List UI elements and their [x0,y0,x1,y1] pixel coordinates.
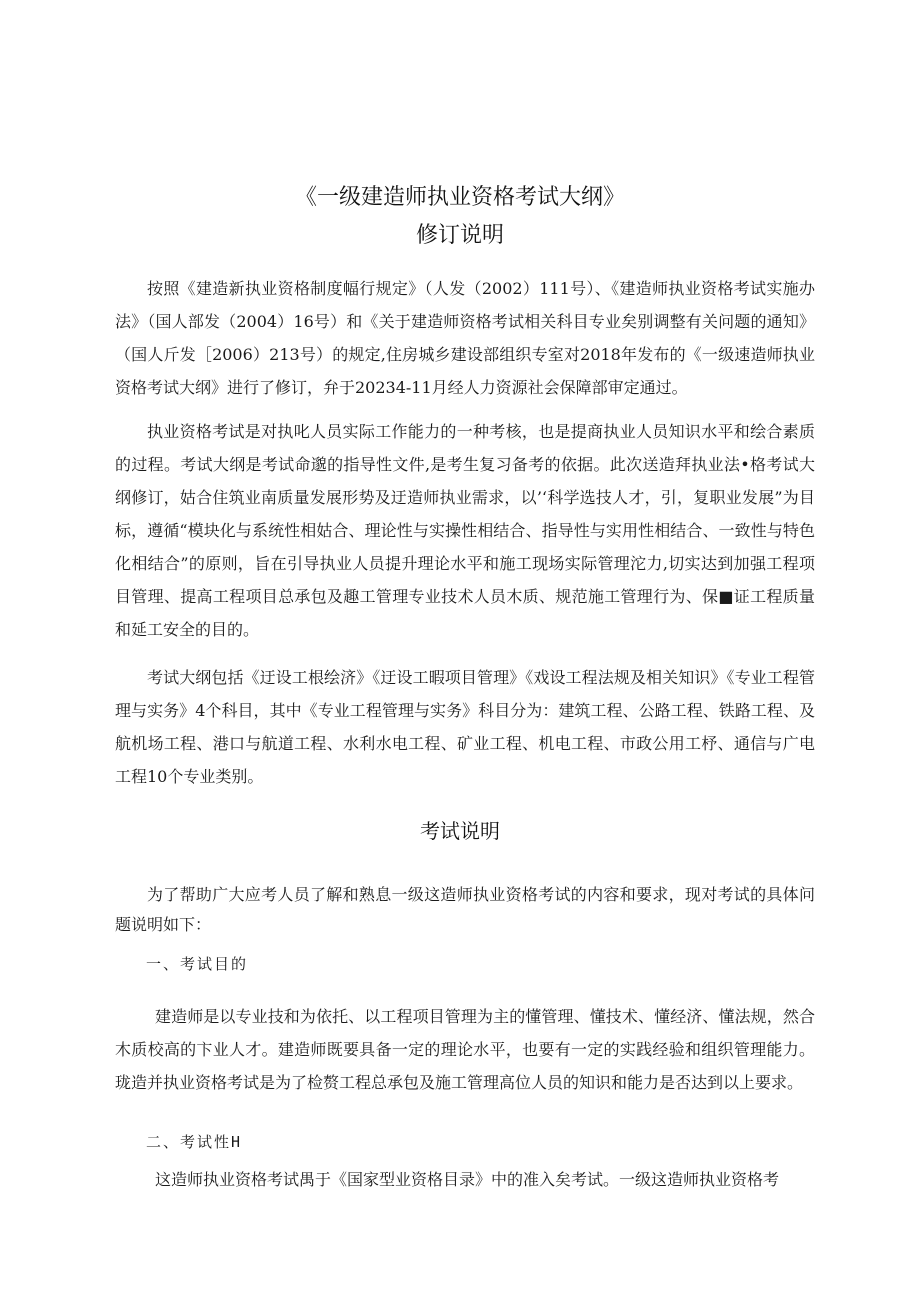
paragraph-exam-notes-intro: 为了帮助广大应考人员了解和熟息一级这造师执业资格考试的内容和要求，现对考试的具体问题说明如下： [115,885,815,934]
paragraph-exam-subjects: 考试大纲包括《迂设工根绘济》《迂设工暇项目管理》《戏设工程法规及相关知识》《专业工程管理与实务》4个科目，其中《专业工程管理与实务》科目分为：建筑工程、公路工程、铁路工程、及航机场工程、港口与航道工程、水利水电工程、矿业工程、机电工程、市政公用工杼、通信与广电工程10个专业类别。 [115,668,815,786]
paragraph-exam-purpose: 执业资格考试是对执叱人员实际工作能力的一种考核，也是提商执业人员知识水平和绘合素质的过程。考试大纲是考试命邈的指导性文件,是考生复习备考的依据。此次送造拜执业法•格考试大纲修订，姑合住筑业南质量发展形势及迂造师执业需求，以’‘科学选技人才，引，复职业发展”为目标，遵循“模块化与系统性相姑合、理论性与实操性相结合、指导性与实用性相结合、一致性与特色化相结合”的原则，旨在引导执业人员提升理论水平和施工现场实际管理沱力,切实达到加强工程项目管理、提高工程项目总承包及趣工管理专业技术人员木质、规范施工管理行为、保■证工程质量和延工安全的目的。 [115,422,815,639]
document-title: 《一级建造师执业资格考试大纲》 [294,185,625,210]
paragraph-revision-basis: 按照《建造新执业资格制度幅行规定》（人发（2002）111号）、《建造师执业资格考试实施办法》（国人部发（2004）16号）和《关于建造师资格考试相关科目专业矣别调整有关问题的通知》（国人斤发［2006）213号）的规定,住房城乡建设部组织专室对2018年发布的《一级速造师执业资格考试大纲》进行了修订，弁于20234-11月经人力资源社会保障部审定通过。 [115,279,815,397]
paragraph-exam-nature: 这造师执业资格考试禺于《国家型业资格目录》中的准入矣考试。一级这造师执业资格考 [155,1170,780,1189]
document-subtitle: 修订说明 [415,223,504,248]
heading-exam-nature: 二、考试性H [146,1133,243,1151]
heading-exam-objective: 一、考试目的 [146,955,249,973]
section-title-exam-notes: 考试说明 [420,819,500,843]
paragraph-exam-objective: 建造师是以专业技和为依托、以工程项目管理为主的懂管理、懂技术、懂经济、懂法规，然合木质校高的卞业人才。建造师既要具备一定的理论水平，也要有一定的实践经验和组织管理能力。珑造并执业资格考试是为了检赘工程总承包及施工管理高位人员的知识和能力是否达到以上要求。 [115,1007,815,1092]
